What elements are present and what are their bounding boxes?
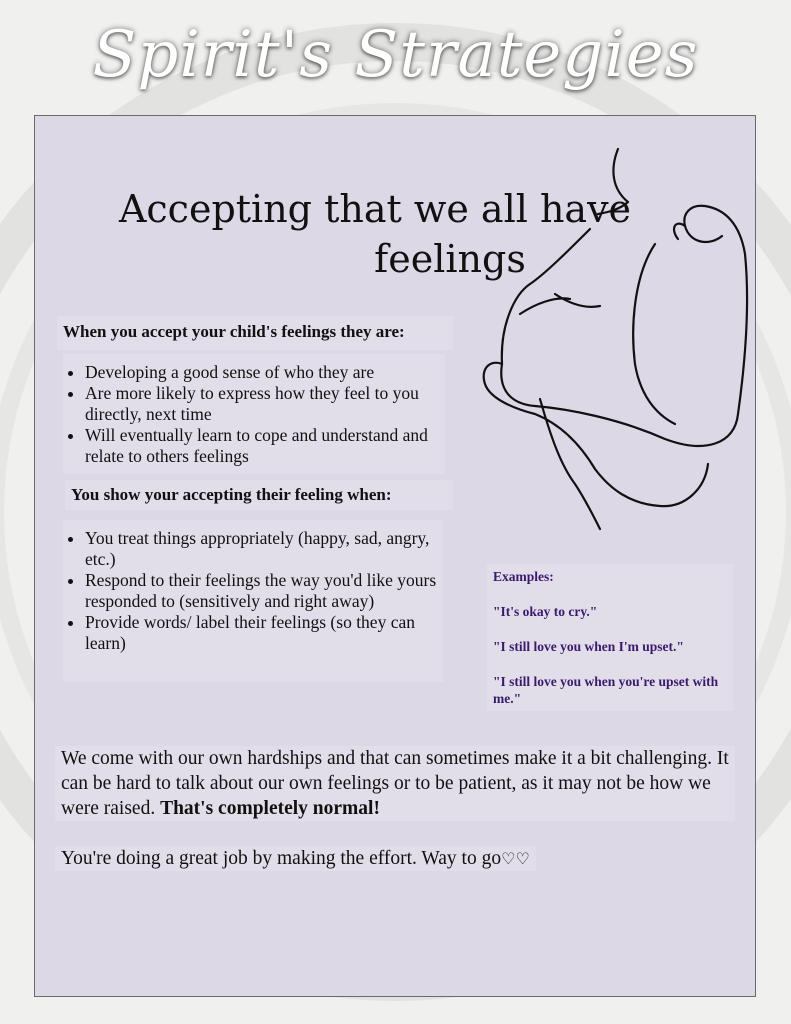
- section1-heading: When you accept your child's feelings they are:: [63, 322, 405, 341]
- page-heading-line-2: feelings: [374, 237, 526, 281]
- example-item: "I still love you when I'm upset.": [493, 639, 684, 654]
- closing-text: We come with our own hardships and that can sometimes make it a bit challenging. It can be hard to talk about our own feelings or to be patient, as it may not be how we were raised.: [61, 748, 729, 819]
- example-item: "I still love you when you're upset with me.": [493, 674, 719, 706]
- list-item: • Developing a good sense of who they are: [85, 362, 445, 383]
- examples-box: [487, 564, 733, 711]
- page-heading: [115, 184, 635, 284]
- list-item: • Are more likely to express how they feel to you directly, next time: [85, 383, 445, 425]
- brand-title: Spirit's Strategies: [92, 18, 699, 92]
- example-item: "It's okay to cry.": [493, 604, 598, 619]
- section2-heading-panel: [65, 480, 453, 510]
- page-heading-line-1: Accepting that we all have: [118, 187, 632, 231]
- section1-list-panel: [63, 354, 445, 474]
- section2-list-panel: [63, 520, 443, 682]
- closing-final-text: You're doing a great job by making the effort. Way to go: [61, 848, 502, 869]
- closing-section: [55, 746, 735, 871]
- hearts-outline-icon: ♡♡: [501, 849, 530, 868]
- closing-emphasis: That's completely normal!: [160, 798, 380, 819]
- section2-heading: You show your accepting their feeling when:: [71, 485, 392, 504]
- list-item: • You treat things appropriately (happy, sad, angry, etc.): [85, 528, 443, 570]
- closing-paragraph: [55, 746, 735, 821]
- list-item: • Respond to their feelings the way you'd like yours responded to (sensitively and right away): [85, 570, 443, 612]
- section2-list: [63, 528, 443, 654]
- closing-final-line: [55, 846, 536, 871]
- list-item: • Will eventually learn to cope and understand and relate to others feelings: [85, 425, 445, 467]
- section1-list: [63, 362, 445, 467]
- content-card: [34, 115, 756, 997]
- section1-heading-panel: [57, 316, 453, 350]
- list-item: • Provide words/ label their feelings (so they can learn): [85, 612, 443, 654]
- examples-heading: Examples:: [493, 569, 554, 584]
